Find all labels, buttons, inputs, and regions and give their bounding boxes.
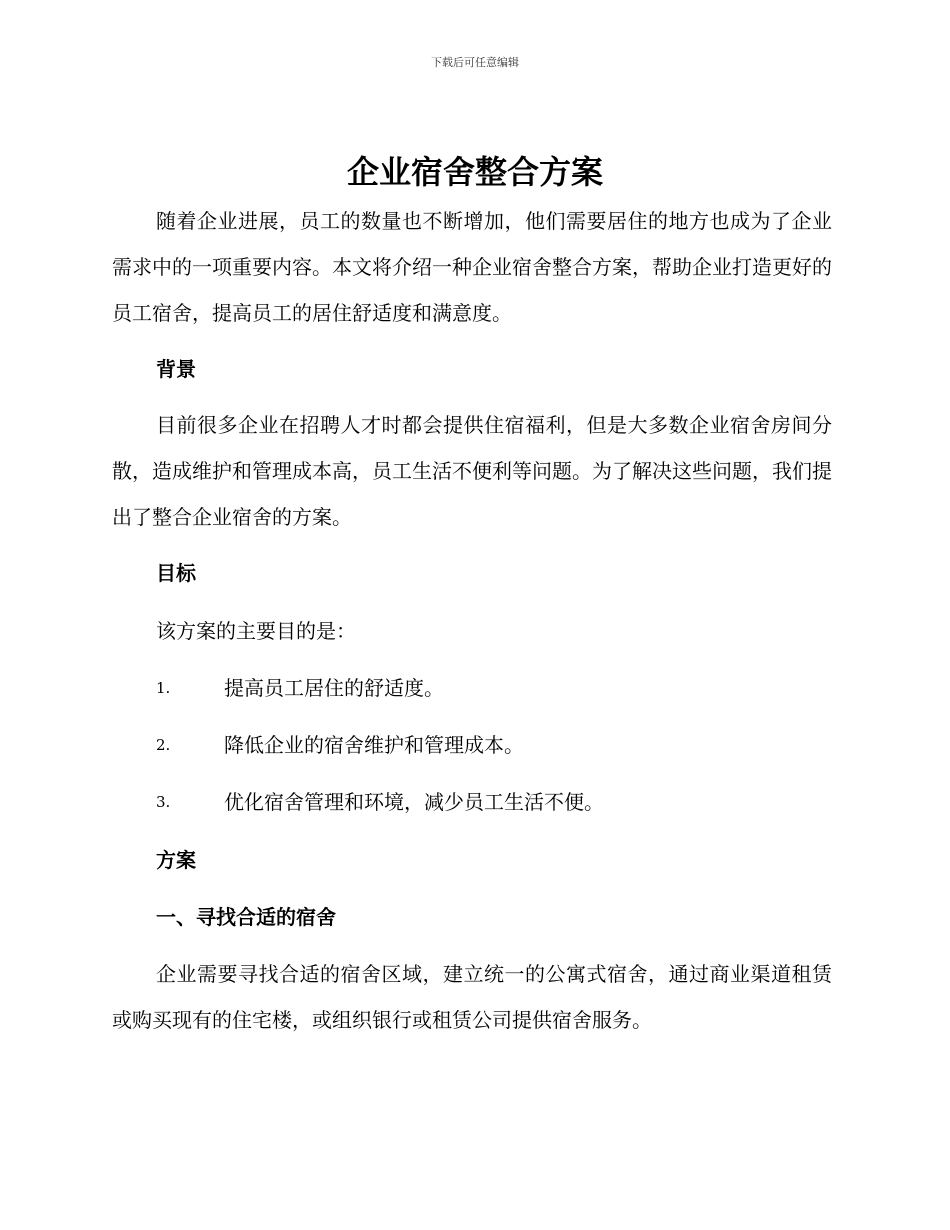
goals-heading: 目标 bbox=[156, 561, 196, 585]
list-number: 2. bbox=[156, 736, 171, 754]
intro-paragraph: 随着企业进展，员工的数量也不断增加，他们需要居住的地方也成为了企业需求中的一项重要内容。本文将介绍一种企业宿舍整合方案，帮助企业打造更好的员工宿舍，提高员工的居住舒适度和满意度。 bbox=[112, 209, 832, 325]
background-heading: 背景 bbox=[156, 357, 196, 381]
list-text: 降低企业的宿舍维护和管理成本。 bbox=[224, 733, 524, 757]
header-note: 下载后可任意编辑 bbox=[431, 56, 519, 69]
list-text: 优化宿舍管理和环境，减少员工生活不便。 bbox=[224, 790, 604, 814]
list-number: 1. bbox=[156, 679, 171, 697]
list-text: 提高员工居住的舒适度。 bbox=[224, 676, 444, 700]
list-number: 3. bbox=[156, 793, 171, 811]
plan-section1-heading: 一、寻找合适的宿舍 bbox=[156, 905, 336, 929]
document-title: 企业宿舍整合方案 bbox=[346, 153, 603, 191]
plan-heading: 方案 bbox=[156, 848, 196, 872]
plan-section1-paragraph: 企业需要寻找合适的宿舍区域，建立统一的公寓式宿舍，通过商业渠道租赁或购买现有的住宅楼，或组织银行或租赁公司提供宿舍服务。 bbox=[112, 962, 832, 1032]
background-paragraph: 目前很多企业在招聘人才时都会提供住宿福利，但是大多数企业宿舍房间分散，造成维护和管理成本高，员工生活不便利等问题。为了解决这些问题，我们提出了整合企业宿舍的方案。 bbox=[112, 413, 832, 529]
goals-lead: 该方案的主要目的是： bbox=[156, 619, 356, 643]
